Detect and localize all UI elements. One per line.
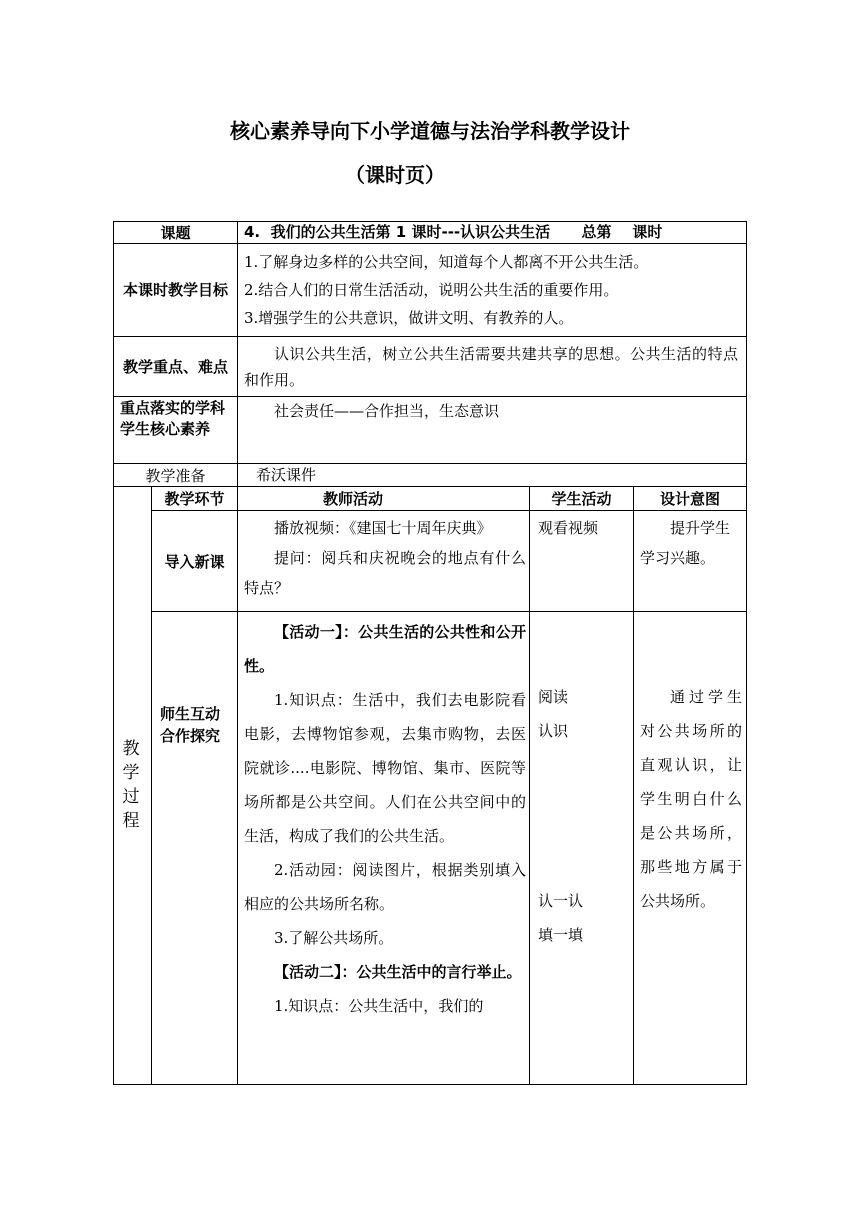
topic-value: 4. 我们的公共生活第 1 课时---认识公共生活 总第 课时 <box>244 223 663 241</box>
intro-stage: 导入新课 <box>164 552 225 571</box>
activity2-paragraph: 1.知识点：公共生活中，我们的 <box>274 997 484 1015</box>
table-rule <box>151 510 747 511</box>
explore-student-reading <box>538 680 630 748</box>
explore-student-fill <box>538 884 630 952</box>
objective-item: 1.了解身边多样的公共空间，知道每个人都离不开公共生活。 <box>244 253 649 271</box>
process-label: 教学过程 <box>122 739 140 831</box>
table-rule <box>529 486 530 1085</box>
header-stage: 教学环节 <box>164 490 225 508</box>
student-activity: 认识 <box>538 722 569 740</box>
student-activity: 填一填 <box>538 926 584 944</box>
table-rule <box>151 611 747 612</box>
intro-student: 观看视频 <box>538 519 599 537</box>
activity1-paragraph: 1.知识点：生活中，我们去电影院看电影，去博物馆参观，去集市购物，去医院就诊....电影院、博物馆、集市、医院等场所都是公共空间。人们在公共空间中的生活，构成了我们的公共生活。 <box>244 691 526 845</box>
activity1-paragraph: 2.活动园：阅读图片，根据类别填入相应的公共场所名称。 <box>244 861 526 913</box>
table-border-right <box>746 221 747 1085</box>
prep-label: 教学准备 <box>145 466 206 485</box>
table-rule <box>113 396 747 397</box>
table-border-left <box>113 221 114 1085</box>
header-intent: 设计意图 <box>659 490 720 508</box>
intro-teacher-line: 提问：阅兵和庆祝晚会的地点有什么特点？ <box>244 549 526 597</box>
table-rule <box>237 486 238 1085</box>
header-teacher: 教师活动 <box>322 490 383 508</box>
explore-stage: 师生互动合作探究 <box>160 705 221 745</box>
student-activity: 认一认 <box>538 892 584 910</box>
explore-intent: 通过学生对公共场所的直观认识，让学生明白什么是公共场所，那些地方属于公共场所。 <box>640 688 742 910</box>
prep-value: 希沃课件 <box>256 466 317 484</box>
table-rule <box>237 221 238 486</box>
activity1-paragraph: 3.了解公共场所。 <box>274 929 394 947</box>
intro-teacher-line: 播放视频：《建国七十周年庆典》 <box>274 519 492 537</box>
header-student: 学生活动 <box>551 490 612 508</box>
page-title: 核心素养导向下小学道德与法治学科教学设计 <box>230 119 630 143</box>
objective-item: 3.增强学生的公共意识，做讲文明、有教养的人。 <box>244 309 574 327</box>
intro-intent: 提升学生学习兴趣。 <box>640 519 731 567</box>
key-points-value: 认识公共生活，树立公共生活需要共建共享的思想。公共生活的特点和作用。 <box>244 345 738 389</box>
table-border-bottom <box>113 1084 747 1085</box>
page-subtitle: （课时页） <box>345 163 445 187</box>
student-activity: 阅读 <box>538 688 569 706</box>
explore-teacher <box>244 615 526 1083</box>
key-points-label: 教学重点、难点 <box>122 357 228 376</box>
activity1-title: 【活动一】：公共生活的公共性和公开性。 <box>244 623 526 675</box>
objective-item: 2.结合人们的日常生活活动，说明公共生活的重要作用。 <box>244 281 619 299</box>
core-literacy-label: 重点落实的学科学生核心素养 <box>120 399 226 438</box>
table-rule <box>633 486 634 1085</box>
objectives-label: 本课时教学目标 <box>122 281 228 299</box>
core-literacy-value: 社会责任——合作担当，生态意识 <box>274 402 500 420</box>
intro-teacher <box>244 513 526 603</box>
objectives-list <box>244 248 744 332</box>
activity2-title: 【活动二】：公共生活中的言行举止。 <box>274 963 522 981</box>
topic-label: 课题 <box>160 224 191 242</box>
